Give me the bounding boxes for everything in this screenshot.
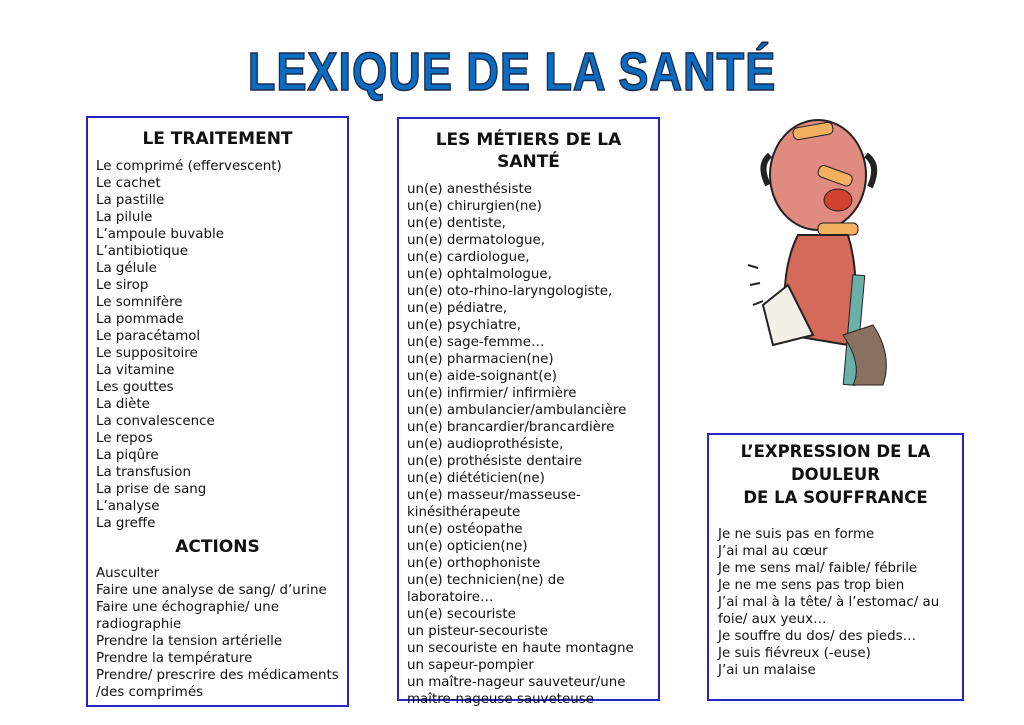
list-item: Ausculter: [96, 566, 160, 581]
list-item: La gélule: [96, 261, 157, 276]
list-item: Prendre la tension artérielle: [96, 634, 283, 649]
list-item: un(e) infirmier/ infirmière: [407, 386, 577, 401]
list-item: un(e) dentiste,: [407, 216, 506, 231]
list-item: J’ai un malaise: [718, 663, 816, 678]
list-item: La convalescence: [96, 414, 215, 429]
list-item: un(e) brancardier/brancardière: [407, 420, 615, 435]
professions-list: [407, 181, 650, 708]
list-item: Le comprimé (effervescent): [96, 159, 282, 174]
professions-box: [397, 117, 660, 707]
list-item: un(e) opticien(ne): [407, 539, 528, 554]
list-item: J’ai mal à la tête/ à l’estomac/ au foie/ aux yeux…: [718, 595, 940, 627]
list-item: La prise de sang: [96, 482, 207, 497]
list-item: Faire une échographie/ une radiographie: [96, 600, 279, 632]
list-item: un(e) ambulancier/ambulancière: [407, 403, 627, 418]
list-item: La vitamine: [96, 363, 175, 378]
list-item: La diète: [96, 397, 150, 412]
list-item: un(e) pharmacien(ne): [407, 352, 554, 367]
list-item: Les gouttes: [96, 380, 174, 395]
list-item: La pommade: [96, 312, 184, 327]
list-item: un(e) prothésiste dentaire: [407, 454, 583, 469]
heading-line: L’EXPRESSION DE LA: [740, 442, 931, 461]
pain-expression-box: [707, 433, 964, 701]
list-item: Le cachet: [96, 176, 161, 191]
list-item: un(e) chirurgien(ne): [407, 199, 542, 214]
list-item: un(e) audioprothésiste,: [407, 437, 564, 452]
list-item: L’analyse: [96, 499, 160, 514]
list-item: un sapeur-pompier: [407, 658, 534, 673]
list-item: un(e) cardiologue,: [407, 250, 530, 265]
list-item: Je ne me sens pas trop bien: [718, 578, 905, 593]
list-item: Le sirop: [96, 278, 149, 293]
list-item: L’ampoule buvable: [96, 227, 224, 242]
list-item: un(e) secouriste: [407, 607, 516, 622]
list-item: un(e) ostéopathe: [407, 522, 523, 537]
actions-heading: ACTIONS: [175, 537, 260, 557]
list-item: un(e) anesthésiste: [407, 182, 532, 197]
list-item: un(e) aide-soignant(e): [407, 369, 557, 384]
list-item: un(e) dermatologue,: [407, 233, 546, 248]
list-item: Je ne suis pas en forme: [718, 527, 875, 542]
list-item: un maître-nageur sauveteur/une maître-nageuse sauveteuse: [407, 675, 626, 707]
list-item: Le somnifère: [96, 295, 183, 310]
list-item: un(e) sage-femme…: [407, 335, 545, 350]
list-item: La pastille: [96, 193, 165, 208]
list-item: Le paracétamol: [96, 329, 201, 344]
professions-heading: LES MÉTIERS DE LA SANTÉ: [435, 130, 622, 172]
list-item: Le suppositoire: [96, 346, 198, 361]
heading-line: DOULEUR: [790, 465, 880, 484]
treatment-list: [96, 158, 339, 532]
list-item: Je souffre du dos/ des pieds…: [718, 629, 917, 644]
list-item: La greffe: [96, 516, 156, 531]
list-item: L’antibiotique: [96, 244, 188, 259]
list-item: un(e) orthophoniste: [407, 556, 541, 571]
list-item: Prendre la température: [96, 651, 253, 666]
list-item: un(e) pédiatre,: [407, 301, 508, 316]
pain-expression-list: [718, 526, 953, 679]
page-title: LEXIQUE DE LA SANTÉ: [247, 42, 777, 102]
actions-list: [96, 565, 339, 701]
list-item: un(e) technicien(ne) de laboratoire…: [407, 573, 565, 605]
treatment-heading: LE TRAITEMENT: [142, 129, 293, 149]
list-item: Je suis fiévreux (-euse): [718, 646, 871, 661]
list-item: un secouriste en haute montagne: [407, 641, 634, 656]
sick-man-illustration: [748, 115, 928, 395]
list-item: Je me sens mal/ faible/ fébrile: [718, 561, 918, 576]
list-item: un(e) diététicien(ne): [407, 471, 545, 486]
list-item: J’ai mal au cœur: [718, 544, 828, 559]
list-item: un pisteur-secouriste: [407, 624, 548, 639]
list-item: Le repos: [96, 431, 153, 446]
list-item: un(e) masseur/masseuse-kinésithérapeute: [407, 488, 581, 520]
treatment-box: [86, 116, 349, 707]
list-item: un(e) psychiatre,: [407, 318, 522, 333]
list-item: un(e) oto-rhino-laryngologiste,: [407, 284, 613, 299]
list-item: La piqûre: [96, 448, 159, 463]
list-item: un(e) ophtalmologue,: [407, 267, 552, 282]
list-item: La transfusion: [96, 465, 191, 480]
list-item: La pilule: [96, 210, 153, 225]
heading-line: DE LA SOUFFRANCE: [743, 488, 928, 507]
list-item: Prendre/ prescrire des médicaments /des comprimés: [96, 668, 339, 700]
list-item: Faire une analyse de sang/ d’urine: [96, 583, 327, 598]
pain-expression-heading: [718, 440, 953, 509]
